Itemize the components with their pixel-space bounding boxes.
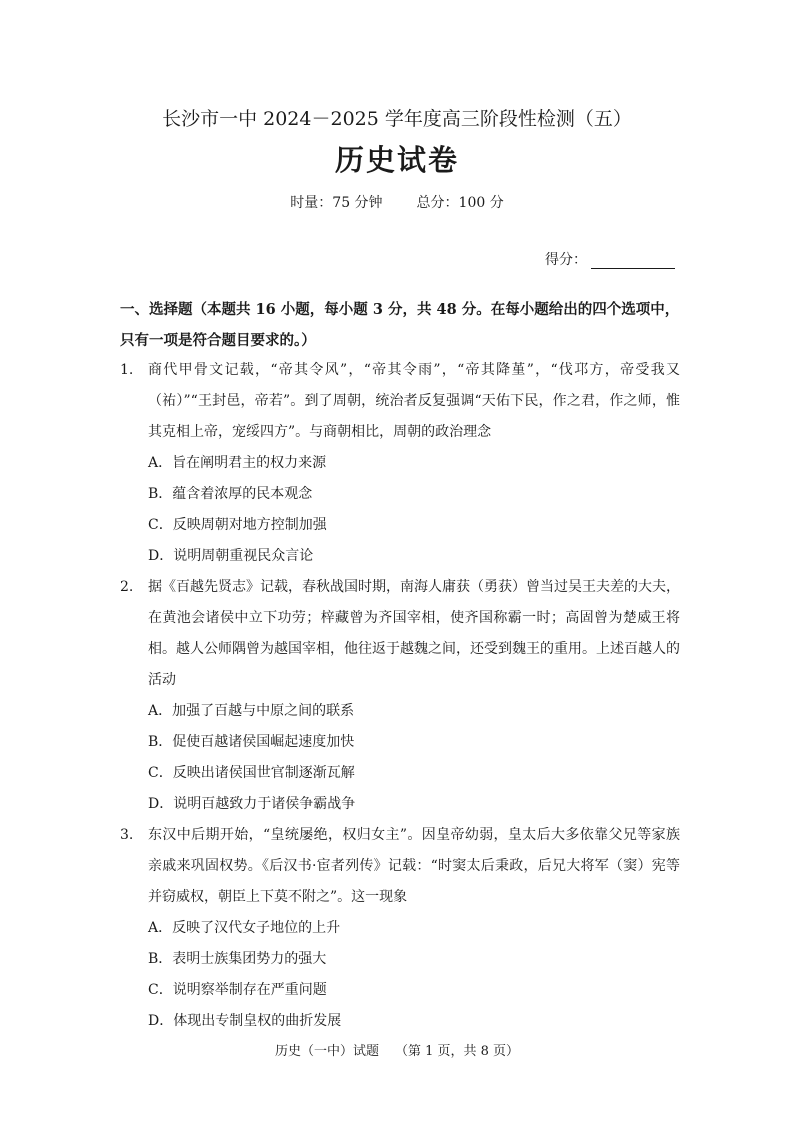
option-a: A．旨在阐明君主的权力来源 — [148, 455, 327, 471]
question-2 — [120, 572, 680, 820]
exam-title: 长沙市一中 2024－2025 学年度高三阶段性检测（五） — [162, 108, 632, 130]
question-number: 1. — [120, 362, 134, 378]
question-list — [120, 355, 680, 1037]
total-score: 总分：100 分 — [416, 195, 504, 211]
page-footer — [0, 1040, 794, 1059]
option-b: B．促使百越诸侯国崛起速度加快 — [148, 734, 355, 750]
question-stem: 东汉中后期开始，“皇统屡绝，权归女主”。因皇帝幼弱，皇太后大多依靠父兄等家族亲戚来巩固权势。《后汉书·宦者列传》记载：“时窦太后秉政，后兄大将军（窦）宪等并窃威权，朝臣上下莫不附之”。这一现象 — [148, 827, 680, 905]
question-stem: 商代甲骨文记载，“帝其令风”，“帝其令雨”，“帝其降堇”，“伐邛方，帝受我又（祐）”“王封邑，帝若”。到了周朝，统治者反复强调“天佑下民，作之君，作之师，惟其克相上帝，宠绥四方”。与商朝相比，周朝的政治理念 — [148, 362, 680, 440]
option-c: C．说明察举制存在严重问题 — [148, 982, 327, 998]
option-d: D．体现出专制皇权的曲折发展 — [148, 1013, 342, 1029]
score-field — [545, 249, 675, 269]
option-a: A．反映了汉代女子地位的上升 — [148, 920, 341, 936]
question-3 — [120, 820, 680, 1037]
option-b: B．蕴含着浓厚的民本观念 — [148, 486, 313, 502]
time-limit: 时量：75 分钟 — [290, 195, 383, 211]
option-d: D．说明周朝重视民众言论 — [148, 548, 314, 564]
option-d: D．说明百越致力于诸侯争霸战争 — [148, 796, 356, 812]
subject-title: 历史试卷 — [334, 143, 459, 177]
score-blank-line — [591, 252, 675, 269]
question-stem: 据《百越先贤志》记载，春秋战国时期，南海人庸获（勇获）曾当过吴王夫差的大夫，在黄池会诸侯中立下功劳；梓藏曾为齐国宰相，使齐国称霸一时；高固曾为楚威王将相。越人公师隅曾为越国宰相，他往返于越魏之间，还受到魏王的重用。上述百越人的活动 — [148, 579, 680, 688]
option-c: C．反映出诸侯国世官制逐渐瓦解 — [148, 765, 355, 781]
score-label: 得分： — [545, 252, 587, 268]
option-c: C．反映周朝对地方控制加强 — [148, 517, 327, 533]
option-a: A．加强了百越与中原之间的联系 — [148, 703, 355, 719]
footer-subject: 历史（一中）试题 — [274, 1044, 379, 1059]
exam-meta — [0, 192, 794, 212]
section-heading: 一、选择题（本题共 16 小题，每小题 3 分，共 48 分。在每小题给出的四个选项中，只有一项是符合题目要求的。） — [120, 301, 680, 349]
question-1 — [120, 355, 680, 572]
question-number: 3. — [120, 827, 134, 843]
footer-page-info: （第 1 页，共 8 页） — [394, 1044, 520, 1059]
question-number: 2. — [120, 579, 134, 595]
option-b: B．表明士族集团势力的强大 — [148, 951, 327, 967]
